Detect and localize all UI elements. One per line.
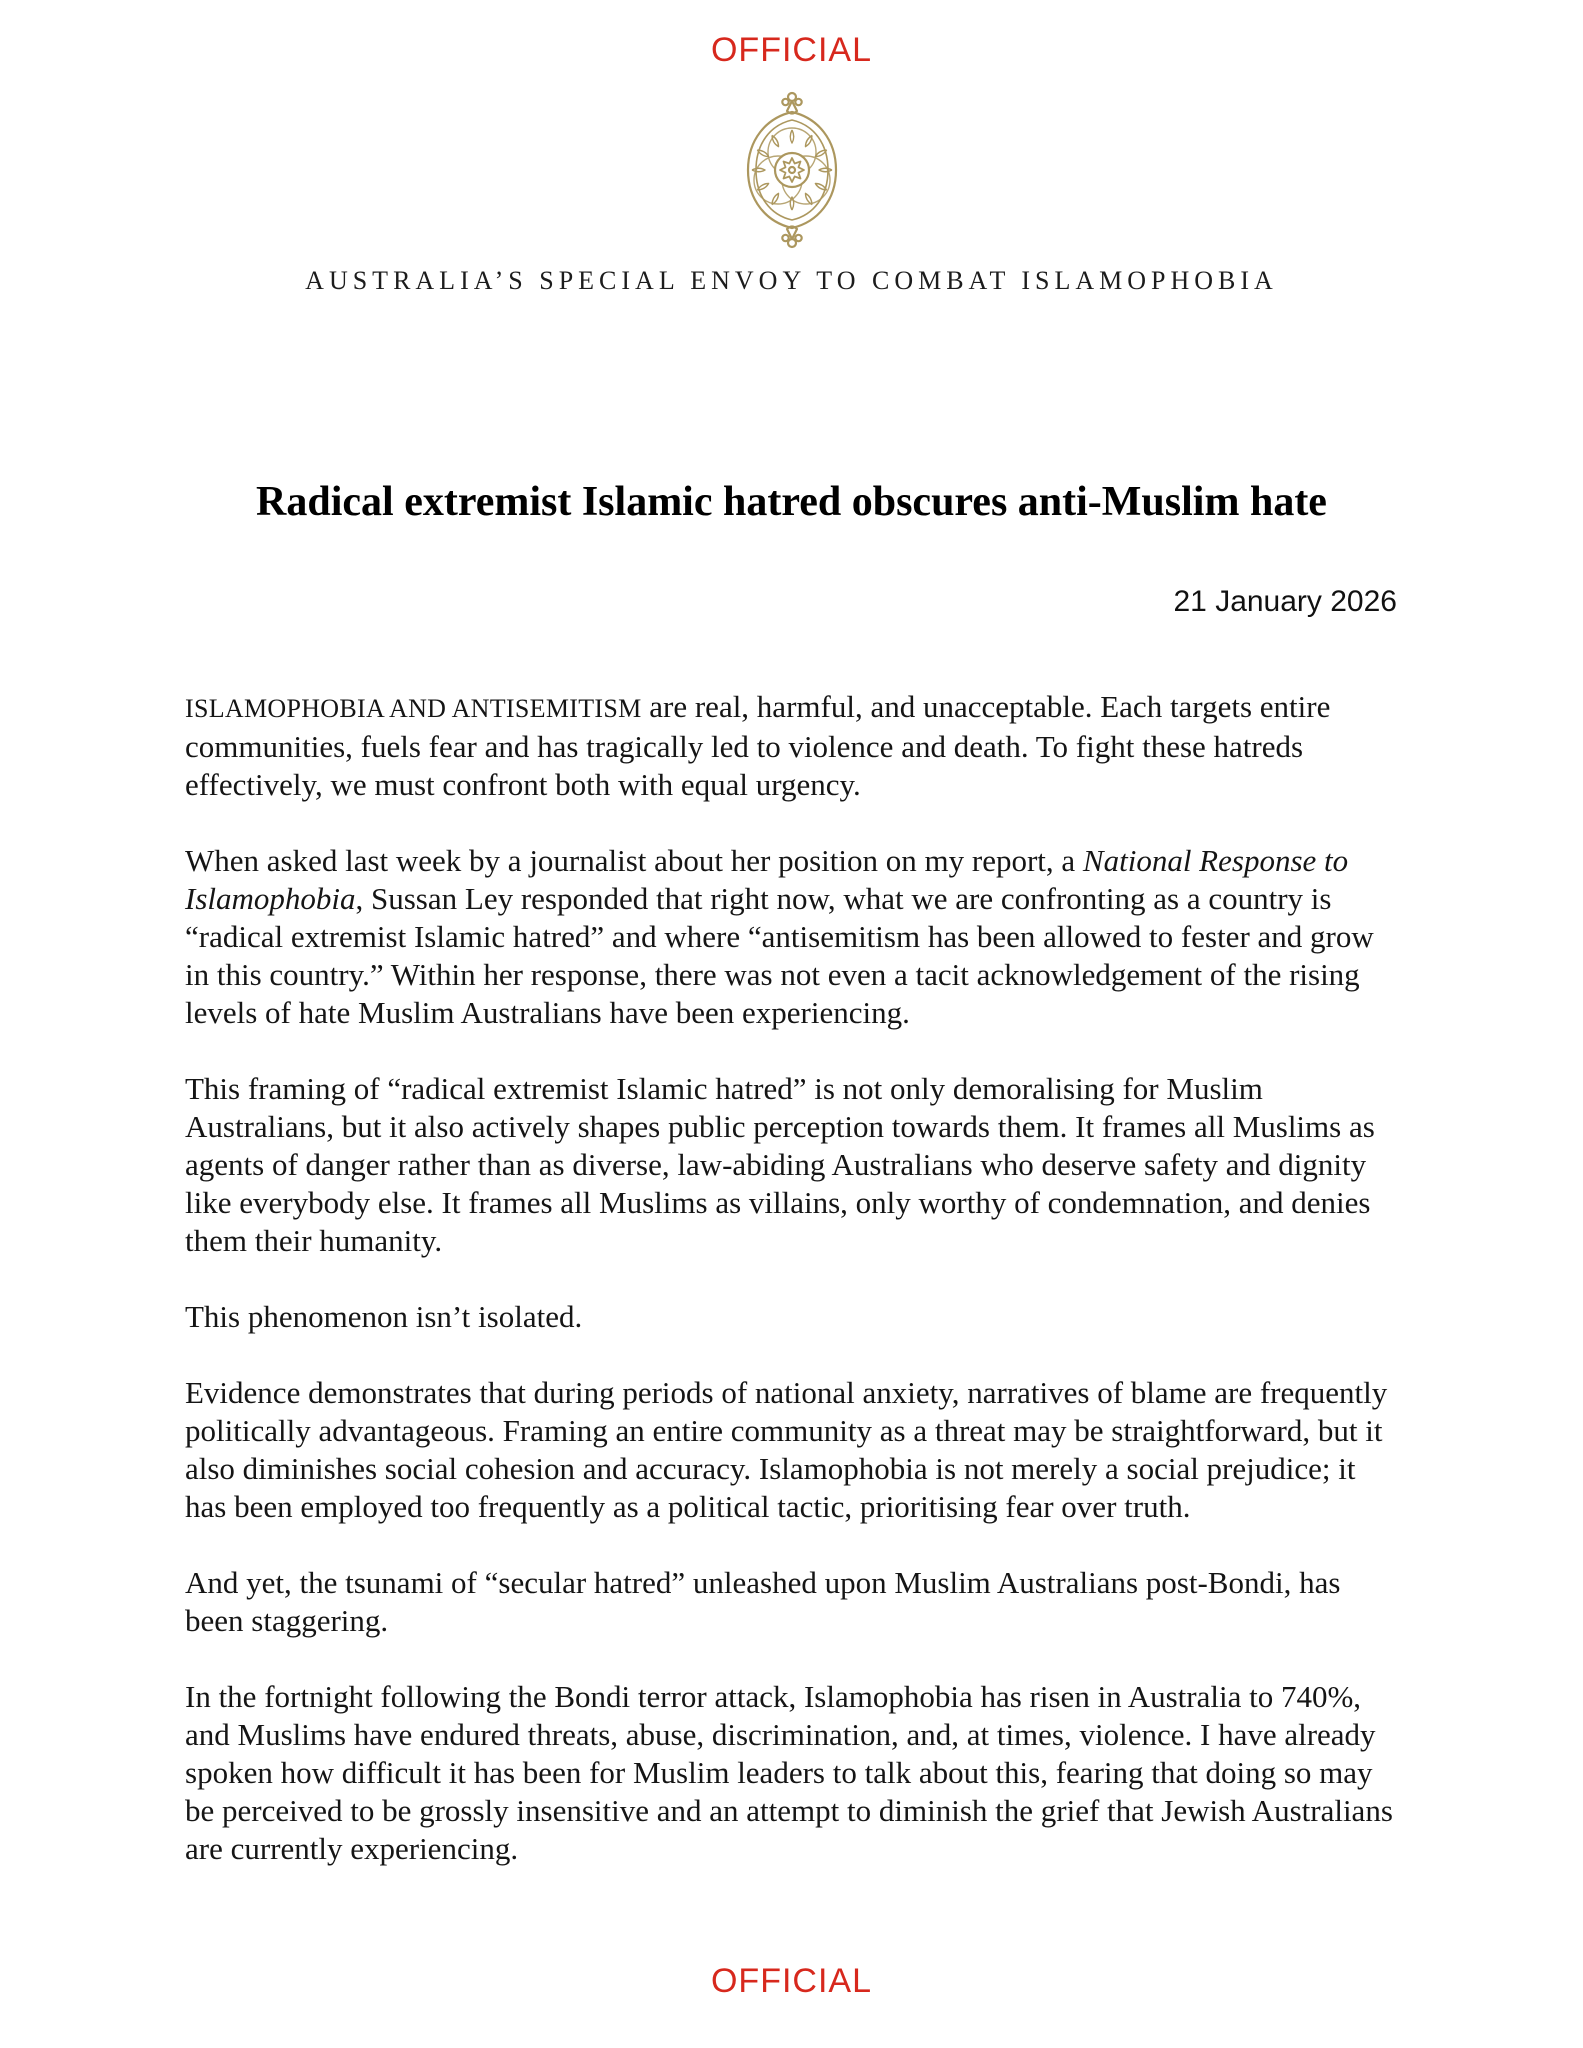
paragraph-segment: This phenomenon isn’t isolated.	[185, 1299, 583, 1334]
body-paragraph	[185, 1374, 1397, 1526]
document-date: 21 January 2026	[1173, 585, 1397, 618]
paragraph-segment: And yet, the tsunami of “secular hatred” unleashed upon Muslim Australians post-Bondi, has been staggering.	[185, 1565, 1341, 1638]
paragraph-segment: This framing of “radical extremist Islamic hatred” is not only demoralising for Muslim Australians, but it also actively shapes public perception towards them. It frames all Muslims as agents of danger rather than as diverse, law-abiding Australians who deserve safety and dignity like everybody else. It frames all Muslims as villains, only worthy of condemnation, and denies them their humanity.	[185, 1071, 1375, 1258]
paragraph-segment: Evidence demonstrates that during periods of national anxiety, narratives of blame are frequently politically advantageous. Framing an entire community as a threat may be straightforward, but it also diminishes social cohesion and accuracy. Islamophobia is not merely a social prejudice; it has been employed too frequently as a political tactic, prioritising fear over truth.	[185, 1375, 1388, 1524]
paragraph-segment: ISLAMOPHOBIA AND ANTISEMITISM	[185, 694, 642, 723]
document-title: Radical extremist Islamic hatred obscures anti-Muslim hate	[256, 479, 1327, 525]
paragraph-segment: When asked last week by a journalist about her position on my report, a	[185, 843, 1083, 878]
paragraph-segment: National Response to Islamophobia	[185, 843, 1349, 916]
envoy-emblem-icon	[736, 90, 848, 250]
body-paragraph	[185, 688, 1397, 804]
body-paragraph	[185, 1298, 1397, 1336]
document-body	[185, 688, 1397, 1906]
body-paragraph	[185, 1564, 1397, 1640]
letterhead-title: AUSTRALIA’S SPECIAL ENVOY TO COMBAT ISLAMOPHOBIA	[305, 266, 1278, 295]
body-paragraph	[185, 842, 1397, 1032]
paragraph-segment: In the fortnight following the Bondi terror attack, Islamophobia has risen in Australia to 740%, and Muslims have endured threats, abuse, discrimination, and, at times, violence. I have already spoken how difficult it has been for Muslim leaders to talk about this, fearing that doing so may be perceived to be grossly insensitive and an attempt to diminish the grief that Jewish Australians are currently experiencing.	[185, 1679, 1393, 1866]
paragraph-segment: , Sussan Ley responded that right now, what we are confronting as a country is “radical extremist Islamic hatred” and where “antisemitism has been allowed to fester and grow in this country.” Within her response, there was not even a tacit acknowledgement of the rising levels of hate Muslim Australians have been experiencing.	[185, 881, 1374, 1030]
paragraph-segment: are real, harmful, and unacceptable. Each targets entire communities, fuels fear and has tragically led to violence and death. To fight these hatreds effectively, we must confront both with equal urgency.	[185, 689, 1331, 802]
classification-banner-top: OFFICIAL	[710, 31, 873, 69]
body-paragraph	[185, 1678, 1397, 1868]
classification-banner-bottom: OFFICIAL	[710, 1962, 873, 2000]
body-paragraph	[185, 1070, 1397, 1260]
